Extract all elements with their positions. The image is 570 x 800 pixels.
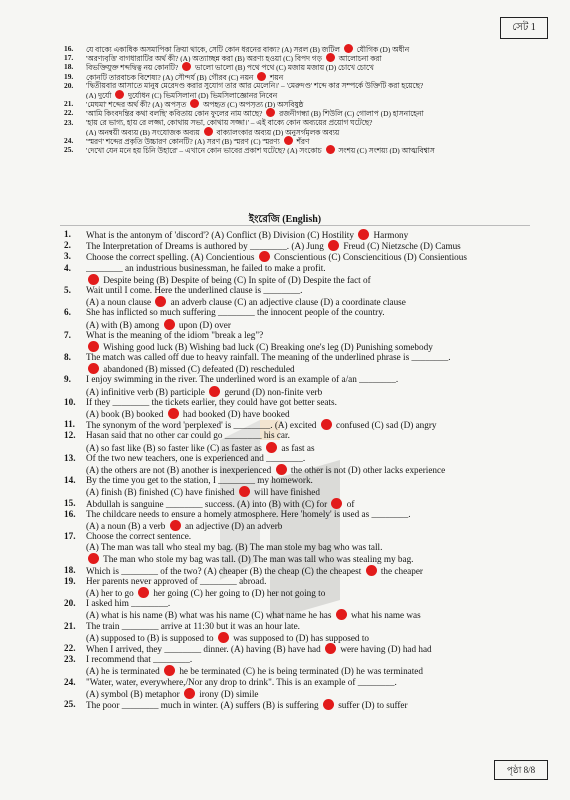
question-text: 'দ্বিতীয়বার আসাতে মানুষ মেরেদণ্ড করার সুযোগ তার আর মেলেনি।' – 'মেরুদণ্ড' শব্দে কার সম্পর্কে উক্তিটি করা হয়েছে? bbox=[86, 80, 424, 90]
question-row bbox=[64, 699, 564, 710]
question-text: বিভক্তিযুক্ত শব্দদ্বিত্ব নয় কোনটি? ভালো ভালো (B) পথে পথে (C) মজায় মজায় (D) চোখে চোখে bbox=[86, 63, 374, 72]
answer-dot-icon bbox=[164, 319, 175, 330]
option-row: (A) the others are not (B) another is inexperienced the other is not (D) other lacks experience bbox=[86, 464, 446, 475]
question-text: The childcare needs to ensure a homely atmosphere. Here 'homely' is used as ________. bbox=[86, 508, 411, 519]
question-text: I asked him ________. bbox=[86, 598, 171, 609]
answer-dot-icon bbox=[366, 565, 377, 576]
question-row bbox=[64, 53, 554, 62]
question-row bbox=[64, 62, 554, 71]
question-number: 25. bbox=[64, 145, 74, 155]
question-row bbox=[64, 251, 564, 262]
answer-dot-icon bbox=[266, 108, 275, 117]
question-row bbox=[64, 453, 564, 464]
question-text: ________ an industrious businessman, he failed to make a profit. bbox=[86, 262, 326, 273]
question-row bbox=[64, 240, 564, 251]
question-number: 2. bbox=[64, 240, 71, 251]
option-row: (A) so fast like (B) so faster like (C) as faster as as fast as bbox=[86, 442, 315, 453]
answer-dot-icon bbox=[115, 90, 124, 99]
answer-dot-icon bbox=[138, 587, 149, 598]
question-text: When I arrived, they ________ dinner. (A) having (B) have had were having (D) had had bbox=[86, 643, 432, 654]
question-number: 19. bbox=[64, 575, 76, 586]
question-text: I recommend that ________. bbox=[86, 654, 193, 665]
option-row: (A) book (B) booked had booked (D) have booked bbox=[86, 409, 290, 419]
question-number: 13. bbox=[64, 452, 76, 463]
question-number: 14. bbox=[64, 475, 76, 486]
question-row bbox=[64, 654, 564, 665]
answer-dot-icon bbox=[266, 442, 277, 453]
answer-dot-icon bbox=[170, 520, 181, 531]
question-number: 17. bbox=[64, 531, 76, 542]
question-row bbox=[64, 531, 564, 542]
question-row bbox=[64, 475, 564, 486]
question-number: 22. bbox=[64, 642, 76, 653]
question-number: 18. bbox=[64, 564, 76, 575]
question-row bbox=[64, 72, 554, 81]
answer-dot-icon bbox=[284, 136, 293, 145]
option-row: (A) অনন্বয়ী অব্যয় (B) সংযোজক অব্যয় বাক্যালংকার অব্যয় (D) অনুসর্গমূলক অব্যয় bbox=[86, 127, 340, 136]
question-number: 8. bbox=[64, 352, 71, 363]
answer-dot-icon bbox=[336, 609, 347, 620]
answer-dot-icon bbox=[204, 127, 213, 136]
question-text: Choose the correct sentence. bbox=[86, 531, 192, 542]
question-text: The match was called off due to heavy rainfall. The meaning of the underlined phrase is ________. bbox=[86, 352, 451, 363]
question-number: 7. bbox=[64, 329, 71, 340]
question-number: 18. bbox=[64, 62, 74, 72]
question-row bbox=[64, 677, 564, 688]
option-row: Despite being (B) Despite of being (C) In spite of (D) Despite the fact of bbox=[64, 274, 564, 285]
question-text: The poor ________ much in winter. (A) suffers (B) is suffering suffer (D) to suffer bbox=[86, 699, 408, 710]
question-number: 6. bbox=[64, 307, 71, 318]
option-row: (A) দুর্যো দুর্যোধন (C) ভিমসিলানা (D) ভিমসিলাজ্ঞোনর নিবেন bbox=[86, 90, 278, 100]
question-text: Which is ________ of the two? (A) cheaper (B) the cheap (C) the cheapest the cheaper bbox=[86, 565, 423, 576]
answer-dot-icon bbox=[88, 363, 99, 374]
question-number: 10. bbox=[64, 396, 76, 407]
answer-dot-icon bbox=[168, 408, 179, 419]
answer-dot-icon bbox=[358, 229, 369, 240]
option-row: (A) with (B) among upon (D) over bbox=[86, 319, 231, 330]
question-text: Wait until I come. Here the underlined clause is ________. bbox=[86, 284, 303, 295]
question-number: 16. bbox=[64, 44, 74, 53]
question-number: 9. bbox=[64, 374, 71, 385]
option-row: Wishing good luck (B) Wishing bad luck (C) Breaking one's leg (D) Punishing somebody bbox=[64, 341, 564, 352]
question-number: 5. bbox=[64, 284, 71, 295]
question-row bbox=[64, 229, 564, 240]
option-row: (A) her to go her going (C) her going to (D) her not going to bbox=[86, 588, 326, 598]
question-row bbox=[64, 397, 564, 408]
answer-dot-icon bbox=[326, 145, 335, 154]
question-text: The Interpretation of Dreams is authored by ________. (A) Jung Freud (C) Nietzsche (D) Camus bbox=[86, 241, 461, 252]
question-row bbox=[64, 565, 564, 576]
question-text: By the time you get to the station, I ________ my homework. bbox=[86, 475, 313, 486]
answer-dot-icon bbox=[218, 632, 229, 643]
question-number: 11. bbox=[64, 419, 75, 430]
option-row: (A) what is his name (B) what was his name (C) what name he has what his name was bbox=[86, 610, 421, 621]
question-number: 17. bbox=[64, 53, 74, 63]
question-number: 19. bbox=[64, 71, 74, 81]
answer-dot-icon bbox=[155, 296, 166, 307]
answer-dot-icon bbox=[325, 643, 336, 654]
set-label: সেট 1 bbox=[512, 21, 536, 33]
question-row bbox=[64, 263, 564, 274]
answer-dot-icon bbox=[88, 341, 99, 352]
option-row: (A) The man was tall who steal my bag. (B) The man stole my bag who was tall. bbox=[86, 542, 383, 553]
answer-dot-icon bbox=[321, 419, 332, 430]
question-row bbox=[64, 136, 554, 145]
question-text: কোনটি তারবাচক বিশেষ্য? (A) সৌন্দর্য (B) গৌরব (C) নয়ন শয়ন bbox=[86, 72, 284, 81]
question-number: 21. bbox=[64, 620, 76, 631]
question-number: 12. bbox=[64, 430, 76, 441]
answer-dot-icon bbox=[182, 62, 191, 71]
option-row: (A) a noun clause an adverb clause (C) an adjective clause (D) a coordinate clause bbox=[86, 297, 406, 308]
question-text: 'অরণ্যবৃত্তি' বাগধারাটির অর্থ কী? (A) অত্যাচ্ছন্ন করা (B) অরণ্য হওয়া (C) বিপদ গড় আলোচনা করা bbox=[86, 54, 382, 63]
question-text: 'স্মরণ' শব্দের প্রকৃতি উচ্চারণ কোনটি? (A) সরণ (B) স্মরণ (C) স্মরণ্য শঁরণ bbox=[86, 136, 310, 146]
option-row: (A) supposed to (B) is supposed to was supposed to (D) has supposed to bbox=[86, 632, 369, 643]
question-number: 24. bbox=[64, 135, 74, 145]
question-row bbox=[64, 576, 564, 587]
question-row bbox=[64, 118, 554, 127]
question-text: Abdullah is sanguine ________ success. (A) into (B) with (C) for of bbox=[86, 498, 355, 509]
question-number: 24. bbox=[64, 676, 76, 687]
question-row bbox=[64, 285, 564, 296]
question-text: যে বাক্যে একাধিক অসমাপিকা ক্রিয়া থাকে, সেটি কোন ধরনের বাক্য? (A) সরল (B) জটিল যৌগিক (D) অধীন bbox=[86, 45, 410, 54]
question-row bbox=[64, 145, 554, 154]
question-row bbox=[64, 99, 554, 108]
page-number-box bbox=[494, 760, 548, 780]
answer-dot-icon bbox=[164, 665, 175, 676]
answer-dot-icon bbox=[190, 99, 199, 108]
question-row bbox=[64, 330, 564, 341]
question-text: 'হায় রে ভাগ্য, হায় রে লজ্জা, কোথায় সভা, কোথায় সজ্জা।' – এই বাক্যে কোন অব্যয়ের প্রয়োগ ঘটেছে? bbox=[86, 117, 373, 127]
answer-dot-icon bbox=[276, 464, 287, 475]
answer-dot-icon bbox=[88, 274, 99, 285]
option-row: (A) finish (B) finished (C) have finished will have finished bbox=[86, 487, 320, 498]
option-row: (A) he is terminated he be terminated (C) he is being terminated (D) he was terminated bbox=[86, 666, 423, 677]
question-number: 15. bbox=[64, 497, 76, 508]
question-text: The train ________ arrive at 11:30 but it was an hour late. bbox=[86, 620, 300, 631]
question-row bbox=[64, 44, 554, 53]
answer-dot-icon bbox=[257, 72, 266, 81]
question-text: Hasan said that no other car could go ________ his car. bbox=[86, 430, 290, 441]
question-text: I enjoy swimming in the river. The underlined word is an example of a/an ________. bbox=[86, 374, 399, 385]
question-row bbox=[64, 621, 564, 632]
answer-dot-icon bbox=[259, 251, 270, 262]
question-row bbox=[64, 374, 564, 385]
question-text: The synonym of the word 'perplexed' is ________. (A) excited confused (C) sad (D) angry bbox=[86, 420, 437, 431]
question-row bbox=[64, 509, 564, 520]
question-row bbox=[64, 352, 564, 363]
question-number: 21. bbox=[64, 99, 74, 109]
question-row bbox=[64, 643, 564, 654]
question-number: 20. bbox=[64, 80, 74, 90]
question-row bbox=[64, 81, 554, 90]
set-label-box bbox=[500, 17, 548, 39]
answer-dot-icon bbox=[239, 486, 250, 497]
answer-dot-icon bbox=[331, 498, 342, 509]
question-text: 'আমি কিংবদন্তির কথা বলছি' কবিতায় কোন ফুলের নাম আছে? রজনীগন্ধা (B) শিউলি (C) গোলাপ (D) হাসনাহেনা bbox=[86, 109, 424, 118]
question-row bbox=[64, 430, 564, 441]
question-text: What is the antonym of 'discord'? (A) Conflict (B) Division (C) Hostility Harmony bbox=[86, 230, 409, 240]
question-number: 4. bbox=[64, 262, 71, 273]
question-row bbox=[64, 598, 564, 609]
question-text: 'দেখো যেন মনে হয় চিনি উহারে' – এখানে কোন ভাবের প্রকাশ ঘটেছে? (A) সংকোচ সংশয় (C) সংশয়্য (D) আত্মবিশ্বাস bbox=[86, 146, 435, 155]
question-number: 3. bbox=[64, 251, 71, 262]
question-text: "Water, water, everywhere,/Nor any drop to drink". This is an example of ________. bbox=[86, 676, 397, 687]
question-number: 23. bbox=[64, 117, 74, 127]
page-number: পৃষ্ঠা 8/8 bbox=[506, 764, 536, 775]
question-number: 16. bbox=[64, 508, 76, 519]
question-number: 20. bbox=[64, 598, 76, 609]
question-text: She has inflicted so much suffering ________ the innocent people of the country. bbox=[86, 307, 385, 318]
question-text: What is the meaning of the idiom "break a leg"? bbox=[86, 329, 264, 340]
question-text: Of the two new teachers, one is experienced and ________. bbox=[86, 452, 306, 463]
question-text: If they ________ the tickets earlier, they could have got better seats. bbox=[86, 396, 337, 407]
question-number: 1. bbox=[64, 229, 71, 239]
answer-dot-icon bbox=[209, 386, 220, 397]
option-row: (A) infinitive verb (B) participle gerund (D) non-finite verb bbox=[86, 386, 323, 397]
english-question-list bbox=[64, 229, 564, 710]
question-row bbox=[64, 498, 564, 509]
answer-dot-icon bbox=[326, 53, 335, 62]
answer-dot-icon bbox=[323, 699, 334, 710]
question-text: 'মেঘমা' শব্দের অর্থ কী? (A) অপসৃত অপহৃত (C) অপসৃত্য (D) অসবিষুষ্ঠ bbox=[86, 100, 304, 109]
answer-dot-icon bbox=[88, 553, 99, 564]
question-row bbox=[64, 108, 554, 117]
answer-dot-icon bbox=[344, 44, 353, 53]
section-divider bbox=[60, 225, 530, 226]
question-row bbox=[64, 419, 564, 430]
section-title-english: ইংরেজি (English) bbox=[248, 214, 322, 225]
question-number: 25. bbox=[64, 698, 76, 709]
answer-dot-icon bbox=[328, 240, 339, 251]
bangla-question-list bbox=[64, 44, 554, 154]
option-row: (A) symbol (B) metaphor irony (D) simile bbox=[86, 688, 259, 699]
question-text: Her parents never approved of ________ abroad. bbox=[86, 575, 267, 586]
question-row bbox=[64, 307, 564, 318]
option-row: abandoned (B) missed (C) defeated (D) rescheduled bbox=[64, 363, 564, 374]
option-row: The man who stole my bag was tall. (D) The man was tall who was stealing my bag. bbox=[64, 553, 564, 564]
question-number: 23. bbox=[64, 654, 76, 665]
question-number: 22. bbox=[64, 108, 74, 118]
answer-dot-icon bbox=[184, 688, 195, 699]
option-row: (A) a noun (B) a verb an adjective (D) an adverb bbox=[86, 520, 283, 531]
question-text: Choose the correct spelling. (A) Concientious Conscientious (C) Consciencitious (D) Consientious bbox=[86, 252, 467, 263]
